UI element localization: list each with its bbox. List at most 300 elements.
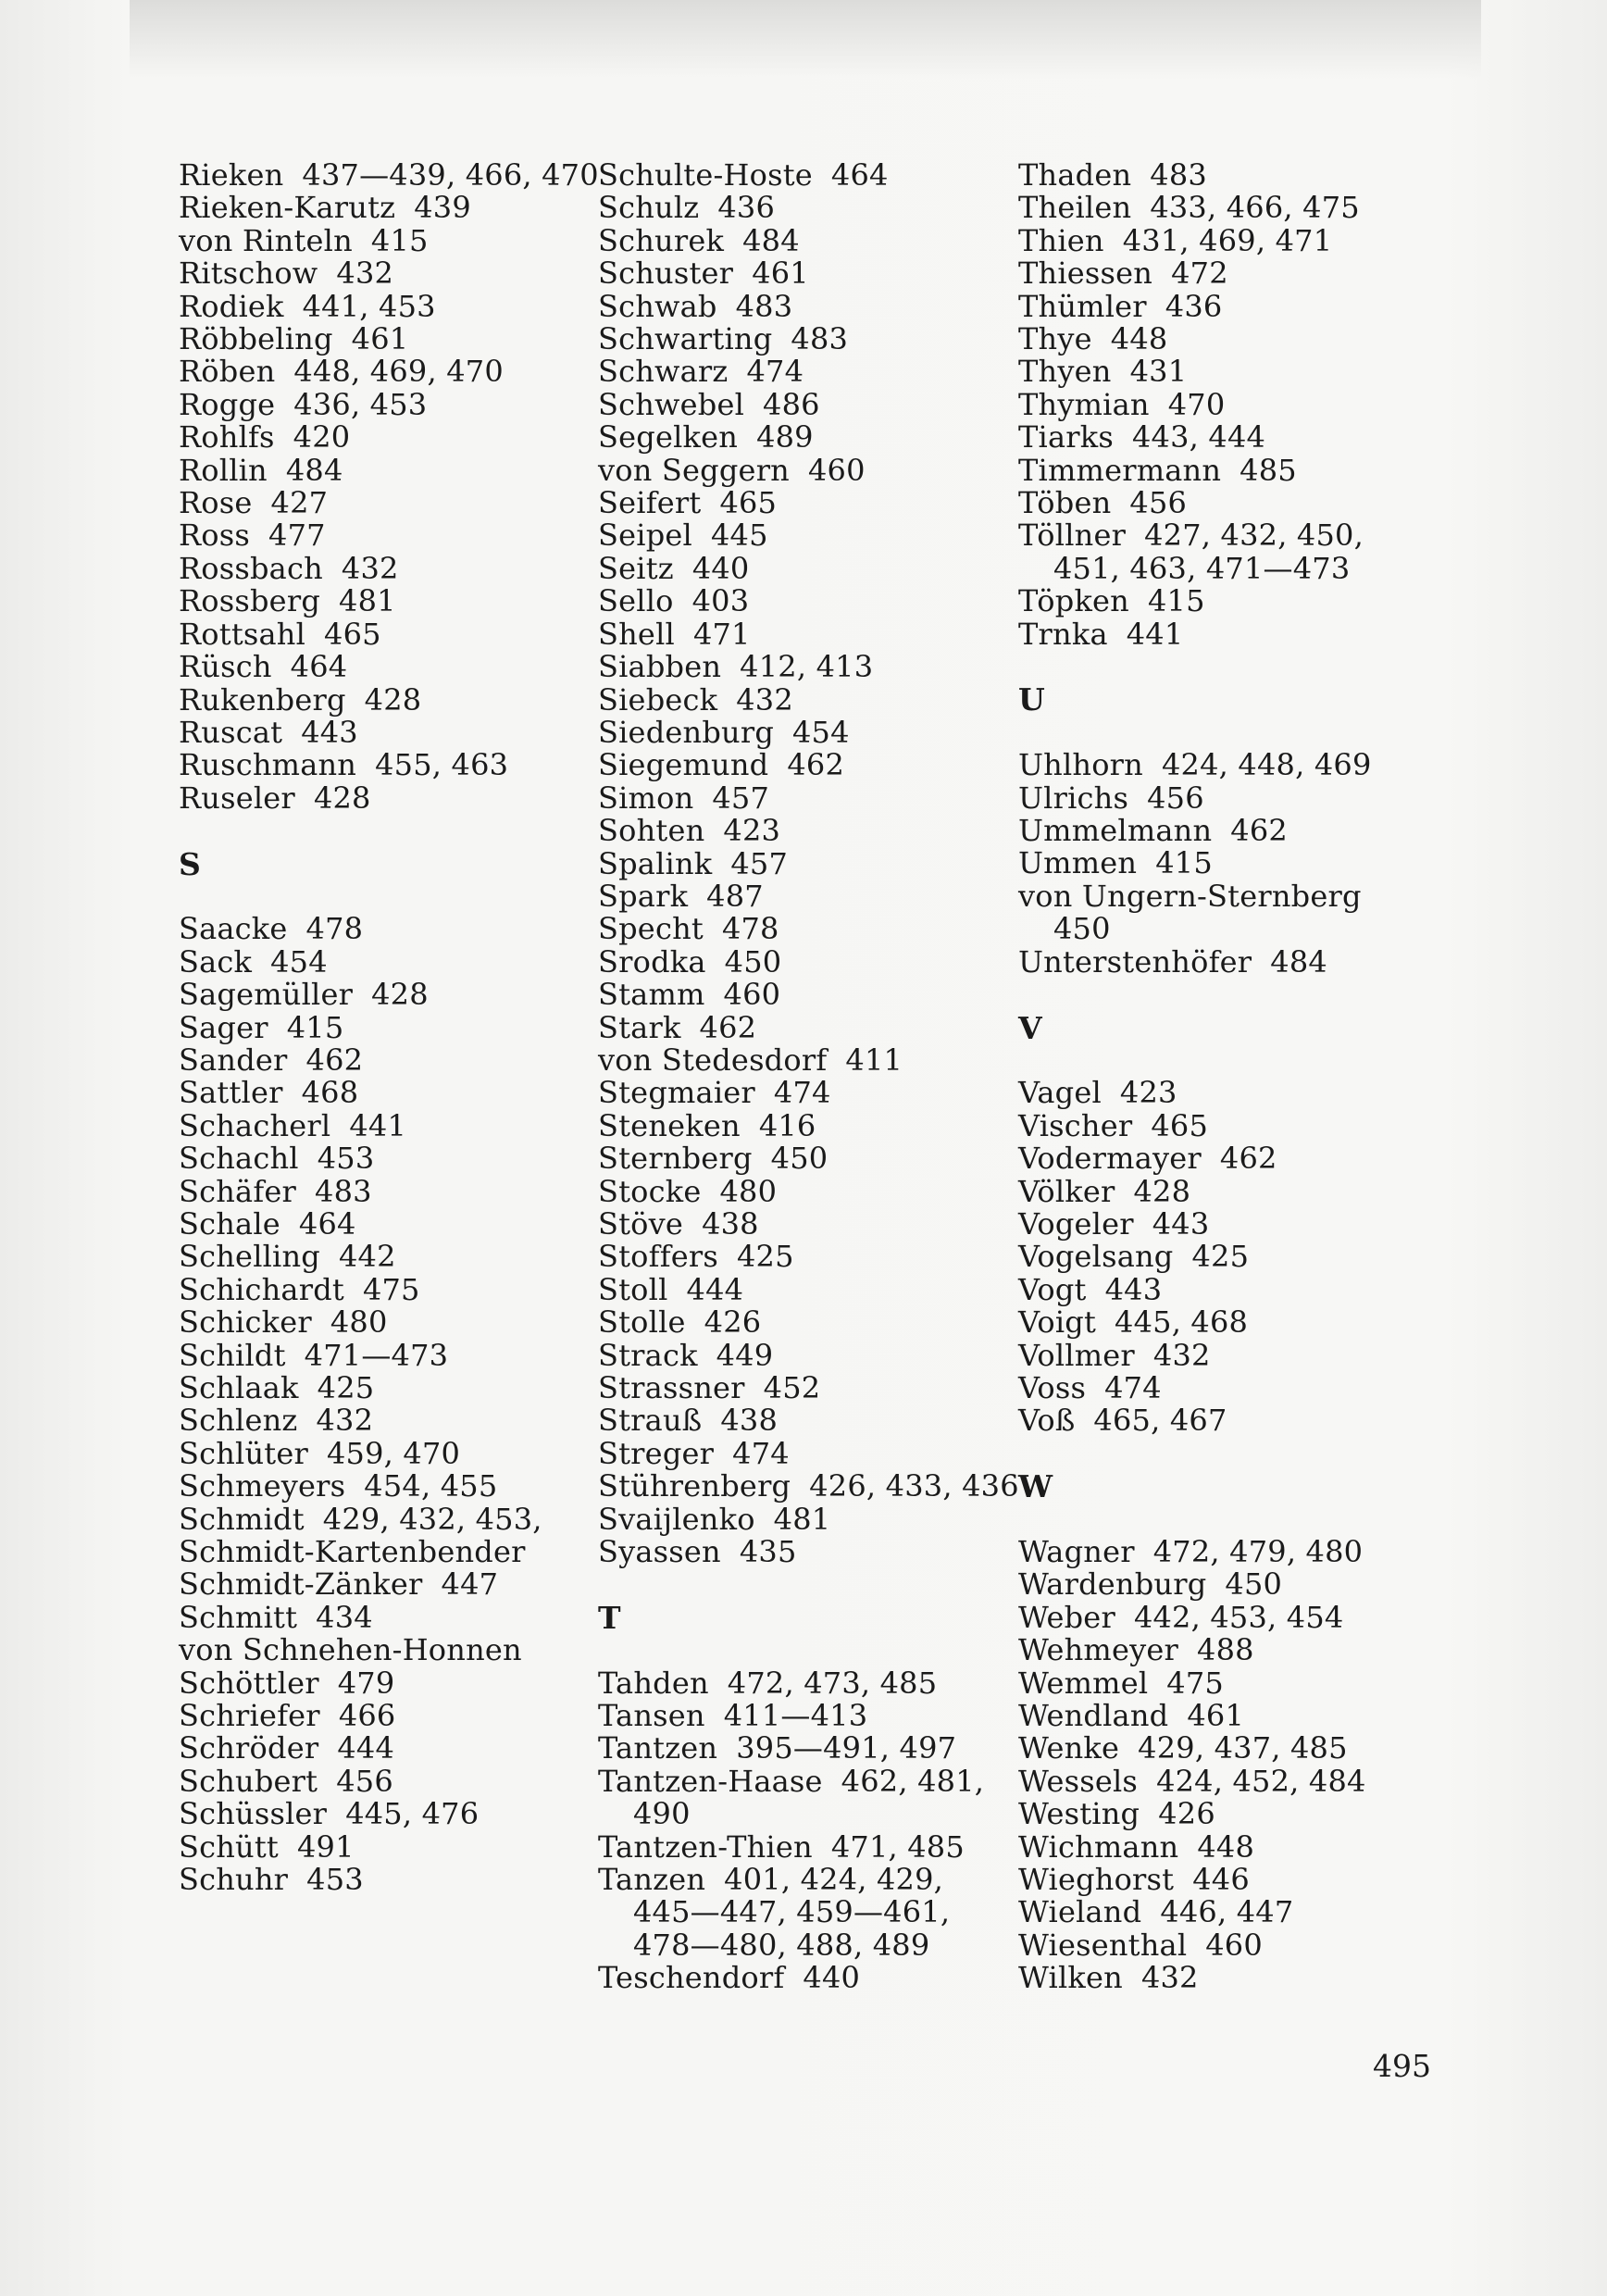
entry-pages: 477: [268, 518, 326, 554]
entry-pages: 435: [739, 1534, 797, 1570]
entry-pages: 445, 476: [345, 1796, 480, 1832]
letter-heading-t: T: [598, 1599, 621, 1636]
index-entry: [179, 550, 586, 586]
entry-name: Schwab: [598, 288, 717, 324]
entry-pages: 454: [270, 943, 328, 980]
index-entry: [1018, 880, 1426, 913]
index-entry: [598, 288, 1005, 324]
entry-pages: 483: [791, 321, 849, 357]
index-entry: [179, 1929, 586, 1962]
entry-name: Schöttler: [179, 1665, 319, 1701]
index-entry: [598, 386, 1005, 422]
entry-name: von Ungern-Sternberg: [1018, 878, 1362, 914]
index-entry: [1018, 585, 1426, 618]
entry-name: Voß: [1018, 1403, 1076, 1439]
entry-pages: 412, 413: [740, 649, 874, 685]
index-entry: [1018, 782, 1426, 815]
entry-pages: 472, 479, 480: [1152, 1533, 1364, 1569]
entry-pages: 462: [1230, 813, 1288, 849]
index-entry: [179, 1435, 586, 1471]
entry-pages: 461: [1187, 1697, 1245, 1733]
page-number: 495: [1373, 2048, 1431, 2084]
entry-name: Specht: [598, 911, 704, 947]
index-entry: [179, 651, 586, 683]
entry-name: Schmeyers: [179, 1468, 346, 1504]
entry-name: Schmidt-Kartenbender: [179, 1534, 526, 1570]
entry-name: Uhlhorn: [1018, 747, 1143, 783]
entry-pages: 450: [770, 1141, 828, 1177]
index-entry: [1018, 1142, 1426, 1175]
entry-name: Teschendorf: [598, 1960, 785, 1996]
entry-name: Wichmann: [1018, 1828, 1179, 1865]
entry-name: Schulz: [598, 190, 700, 226]
entry-pages: 441, 453: [302, 288, 436, 324]
index-entry: [1018, 356, 1426, 388]
index-entry: [598, 1077, 1005, 1109]
entry-name: Vogt: [1018, 1271, 1087, 1307]
entry-pages: 446: [1192, 1861, 1250, 1897]
index-entry: [1018, 2028, 1426, 2060]
entry-pages: 428: [364, 681, 422, 718]
entry-name: Ulrichs: [1018, 780, 1129, 816]
entry-pages: 423: [1119, 1075, 1177, 1111]
entry-name: Wieland: [1018, 1894, 1142, 1930]
entry-name: Siebeck: [598, 681, 718, 718]
index-entry: [598, 1828, 1005, 1865]
index-entry: [598, 452, 1005, 488]
index-entry: [1018, 1205, 1426, 1242]
index-entry: [598, 1732, 1005, 1765]
entry-pages: 432: [736, 681, 793, 718]
entry-name: von Rinteln: [179, 222, 353, 258]
index-entry-continued: [1018, 913, 1426, 945]
index-entry: [1018, 1697, 1426, 1733]
entry-pages: 427, 432, 450,: [1144, 518, 1364, 554]
entry-name: Wendland: [1018, 1697, 1169, 1733]
entry-pages: 466: [338, 1698, 396, 1734]
entry-name: Vogelsang: [1018, 1239, 1174, 1275]
entry-name: Rohlfs: [179, 419, 275, 455]
entry-name: Steneken: [598, 1107, 741, 1143]
entry-pages: 484: [285, 452, 343, 488]
index-entry: [179, 1470, 586, 1503]
entry-name: Sager: [179, 1009, 268, 1045]
entry-name: Schichardt: [179, 1271, 344, 1307]
entry-name: Sattler: [179, 1075, 283, 1111]
index-entry: [179, 714, 586, 750]
index-entry: [179, 487, 586, 519]
index-entry: [598, 913, 1005, 945]
entry-pages: 485: [1240, 452, 1297, 488]
index-entry: [179, 1107, 586, 1143]
index-entry: [179, 257, 586, 290]
index-entry: [1018, 943, 1426, 980]
index-entry: [179, 1306, 586, 1339]
index-entry: [179, 749, 586, 781]
entry-pages: 424, 452, 484: [1156, 1763, 1366, 1799]
index-entry: [179, 1009, 586, 1045]
entry-name: Syassen: [598, 1534, 721, 1570]
entry-pages: 454: [792, 714, 850, 750]
index-entry: [598, 979, 1005, 1011]
entry-pages: 428: [1133, 1173, 1191, 1209]
entry-pages: 483: [735, 288, 793, 324]
entry-name: Ritschow: [179, 256, 318, 292]
index-entry: [1018, 1962, 1426, 1994]
entry-pages: 440: [691, 550, 750, 586]
index-entry: [1018, 1634, 1426, 1666]
entry-name: Stegmaier: [598, 1075, 755, 1111]
entry-name: Töpken: [1018, 583, 1129, 619]
entry-name: Shell: [598, 616, 675, 652]
entry-name: Seitz: [598, 550, 674, 586]
entry-pages: 457: [712, 780, 770, 816]
index-entry: [598, 1864, 1005, 1896]
entry-name: Stocke: [598, 1173, 702, 1209]
index-entry: [598, 323, 1005, 356]
entry-pages: 429, 437, 485: [1138, 1730, 1348, 1766]
index-entry: [598, 192, 1005, 224]
index-entry: [1018, 288, 1426, 324]
entry-pages: 436: [1165, 288, 1223, 324]
index-entry: [179, 943, 586, 980]
index-entry: [179, 618, 586, 651]
index-entry: [179, 782, 586, 815]
index-entry: [179, 157, 599, 193]
index-entry: [1018, 192, 1426, 224]
entry-name: Rossberg: [179, 583, 321, 619]
entry-name: Seipel: [598, 518, 692, 554]
entry-name: Ummen: [1018, 845, 1138, 881]
entry-pages: 443: [301, 714, 358, 750]
entry-name: Wehmeyer: [1018, 1632, 1179, 1668]
index-entry: [598, 1044, 1005, 1077]
entry-name: Schwarting: [598, 321, 773, 357]
entry-pages: 440: [803, 1960, 861, 1996]
entry-pages: 457: [730, 845, 789, 881]
section-gap: [598, 1568, 1005, 1601]
entry-name: Schütt: [179, 1828, 279, 1865]
entry-pages: 436: [717, 190, 776, 226]
entry-name: Schlaak: [179, 1369, 299, 1405]
entry-name: Schriefer: [179, 1698, 320, 1734]
section-gap: [179, 880, 586, 913]
entry-pages: 478: [721, 911, 779, 947]
index-entry: [1018, 1995, 1426, 2028]
entry-name: Tiarks: [1018, 419, 1114, 455]
entry-pages: 487: [706, 878, 764, 914]
entry-name: Rossbach: [179, 550, 323, 586]
entry-name: Schwebel: [598, 386, 745, 422]
entry-pages: 436, 453: [293, 386, 428, 422]
entry-pages: 426: [1158, 1796, 1215, 1832]
entry-name: Weber: [1018, 1599, 1115, 1635]
entry-name: Röben: [179, 354, 276, 390]
index-entry: [1018, 159, 1426, 192]
entry-name: Schulte-Hoste: [598, 157, 813, 193]
index-entry: [179, 1536, 586, 1568]
entry-name: Schurek: [598, 222, 725, 258]
entry-name: Thymian: [1018, 386, 1150, 422]
index-entry: [1018, 1599, 1426, 1635]
index-entry-continued: [598, 1929, 1005, 1962]
index-column-1: [179, 157, 599, 2028]
entry-pages: 468: [301, 1075, 359, 1111]
entry-name: Theilen: [1018, 190, 1132, 226]
index-entry-continued: [598, 1798, 1005, 1830]
index-entry: [598, 749, 1005, 781]
entry-name: Wessels: [1018, 1763, 1139, 1799]
index-entry: [179, 1896, 586, 1928]
index-entry: [598, 1173, 1005, 1209]
entry-name: Rogge: [179, 386, 276, 422]
entry-pages: 472, 473, 485: [727, 1665, 938, 1701]
index-entry: [179, 192, 586, 224]
index-entry: [179, 1995, 586, 2028]
entry-name: Thye: [1018, 321, 1092, 357]
index-entry: [179, 356, 586, 388]
letter-heading-w: W: [1018, 1468, 1053, 1505]
index-entry: [598, 1404, 1005, 1437]
entry-pages: 423: [723, 813, 781, 849]
entry-name: Rukenberg: [179, 681, 346, 718]
section-gap: [179, 815, 586, 847]
entry-pages: 461: [351, 321, 409, 357]
entry-name: Svaijlenko: [598, 1501, 755, 1537]
entry-pages: 483: [315, 1173, 372, 1209]
index-entry: [598, 1468, 1019, 1504]
entry-name: Stührenberg: [598, 1468, 791, 1504]
index-entry: [1018, 323, 1426, 356]
entry-name: Tahden: [598, 1665, 709, 1701]
entry-name: Vogeler: [1018, 1205, 1134, 1242]
entry-pages: 475: [362, 1271, 420, 1307]
entry-pages: 432: [316, 1403, 374, 1439]
entry-pages: 450: [1225, 1566, 1283, 1603]
index-entry: [1018, 386, 1426, 422]
index-entry-continued: [1018, 550, 1426, 586]
entry-name: Schwarz: [598, 354, 729, 390]
entry-pages: 411—413: [723, 1698, 868, 1734]
entry-name: Sagemüller: [179, 977, 354, 1013]
entry-pages: 489: [756, 419, 814, 455]
entry-pages: 481: [339, 583, 396, 619]
index-entry: [1018, 1568, 1426, 1601]
entry-pages: 395—491, 497: [736, 1730, 957, 1766]
index-entry: [598, 1208, 1005, 1241]
entry-pages: 454, 455: [364, 1468, 498, 1504]
entry-name: Schmidt: [179, 1501, 305, 1537]
index-entry: [179, 1962, 586, 1994]
index-entry: [1018, 222, 1426, 258]
index-entry: [598, 681, 1005, 718]
entry-pages: 462: [699, 1009, 757, 1045]
index-entry: [598, 880, 1005, 913]
entry-name: Sohten: [598, 813, 705, 849]
entry-pages: 415: [286, 1009, 344, 1045]
index-entry: [598, 1107, 1005, 1143]
entry-pages: 420: [293, 419, 351, 455]
entry-name: Schlüter: [179, 1435, 308, 1471]
entry-name: Timmermann: [1018, 452, 1222, 488]
entry-name: Tantzen-Haase: [598, 1763, 823, 1799]
entry-name: Wardenburg: [1018, 1566, 1207, 1603]
entry-pages: 416: [758, 1107, 816, 1143]
entry-name: Töben: [1018, 485, 1112, 521]
index-entry: [179, 1798, 586, 1830]
index-entry: [1018, 1667, 1426, 1700]
entry-pages: 446, 447: [1160, 1894, 1294, 1930]
entry-pages: 445, 468: [1115, 1304, 1249, 1341]
entry-name: Töllner: [1018, 518, 1127, 554]
index-entry: [598, 421, 1005, 454]
entry-name: Schäfer: [179, 1173, 297, 1209]
index-entry: [179, 519, 586, 552]
entry-pages: 448: [1197, 1828, 1255, 1865]
entry-name: Schüssler: [179, 1796, 328, 1832]
section-gap: [1018, 1438, 1426, 1470]
index-entry: [598, 1241, 1005, 1273]
index-entry: [179, 1205, 586, 1242]
index-entry: [1018, 1929, 1426, 1962]
entry-pages: 425: [317, 1369, 375, 1405]
index-entry: [179, 585, 586, 618]
entry-pages: 426: [704, 1304, 762, 1341]
index-entry: [1018, 487, 1426, 519]
index-entry: [598, 618, 1005, 651]
entry-pages: 447: [441, 1566, 499, 1603]
entry-pages: 481: [773, 1501, 831, 1537]
entry-pages: 401, 424, 429,: [724, 1862, 944, 1898]
index-entry: [598, 1306, 1005, 1339]
entry-pages: 460: [808, 452, 866, 488]
index-entry: [1018, 452, 1426, 488]
index-entry: [598, 1667, 1005, 1700]
index-entry: [1018, 618, 1426, 651]
entry-pages: 471, 485: [830, 1828, 965, 1865]
index-entry: [179, 1700, 586, 1732]
index-entry: [598, 1142, 1005, 1175]
entry-name: Ruscat: [179, 714, 283, 750]
section-gap: [1018, 651, 1426, 683]
index-column-3: [1018, 159, 1426, 2060]
entry-pages: 478: [305, 911, 364, 947]
entry-name: Rieken-Karutz: [179, 190, 396, 226]
entry-name: Thyen: [1018, 354, 1112, 390]
entry-pages: 465, 467: [1093, 1403, 1227, 1439]
index-entry: [1018, 1533, 1426, 1569]
entry-name: Schale: [179, 1205, 280, 1242]
entry-pages: 462, 481,: [841, 1763, 985, 1799]
entry-name: Schacherl: [179, 1107, 331, 1143]
entry-pages: 474: [746, 354, 804, 390]
entry-pages: 462: [1219, 1141, 1277, 1177]
index-entry: [1018, 1077, 1426, 1109]
index-entry: [1018, 1861, 1426, 1897]
index-entry: [598, 651, 1005, 683]
entry-name: Stoffers: [598, 1239, 718, 1275]
entry-name: Rodiek: [179, 288, 284, 324]
entry-name: Schachl: [179, 1141, 299, 1177]
index-entry: [598, 222, 1005, 258]
entry-name: Schmidt-Zänker: [179, 1566, 423, 1603]
index-entry: [179, 1044, 586, 1077]
index-entry: [598, 943, 1005, 980]
entry-name: Wiesenthal: [1018, 1927, 1188, 1963]
entry-pages: 474: [732, 1435, 790, 1471]
entry-pages: 425: [737, 1239, 794, 1275]
entry-pages: 415: [1148, 583, 1205, 619]
index-entry: [1018, 749, 1426, 781]
entry-name: Tantzen: [598, 1730, 718, 1766]
entry-pages: 438: [720, 1403, 779, 1439]
index-entry: [1018, 1828, 1426, 1865]
entry-name: Siedenburg: [598, 714, 774, 750]
entry-pages: 431, 469, 471: [1122, 222, 1333, 258]
entry-pages: 474: [1104, 1369, 1162, 1405]
index-entry: [598, 1536, 1005, 1568]
index-entry: [179, 1864, 586, 1896]
entry-pages: 444: [686, 1271, 744, 1307]
entry-name: Srodka: [598, 943, 706, 980]
entry-pages: 465: [1151, 1107, 1209, 1143]
entry-name: Röbbeling: [179, 321, 333, 357]
entry-pages: 448, 469, 470: [293, 354, 504, 390]
entry-name: Strack: [598, 1337, 698, 1373]
index-entry: [179, 1732, 586, 1765]
index-entry: [179, 1667, 586, 1700]
index-entry: [1018, 1896, 1426, 1928]
entry-name: Ummelmann: [1018, 813, 1213, 849]
entry-pages: 460: [1205, 1927, 1263, 1963]
entry-pages: 491: [296, 1828, 355, 1865]
entry-pages: 465: [719, 485, 778, 521]
entry-name: Sack: [179, 943, 253, 980]
entry-name: Ross: [179, 518, 251, 554]
entry-pages: 464: [298, 1205, 356, 1242]
entry-name: Seifert: [598, 485, 702, 521]
entry-name: Vollmer: [1018, 1337, 1135, 1373]
entry-name: Wagner: [1018, 1533, 1135, 1569]
entry-pages: 483: [1150, 157, 1207, 193]
entry-name: Stamm: [598, 977, 705, 1013]
entry-pages: 450: [724, 943, 782, 980]
entry-name: Sternberg: [598, 1141, 753, 1177]
entry-pages: 490: [633, 1796, 691, 1832]
entry-pages: 442: [339, 1239, 396, 1275]
index-entry: [598, 1763, 1005, 1799]
entry-pages: 465: [324, 616, 381, 652]
entry-pages: 488: [1197, 1632, 1254, 1668]
entry-pages: 451, 463, 471—473: [1053, 550, 1351, 586]
entry-pages: 424, 448, 469: [1162, 747, 1372, 783]
entry-pages: 464: [290, 649, 348, 685]
index-entry: [179, 288, 586, 324]
entry-pages: 452: [763, 1370, 821, 1406]
entry-name: Sander: [179, 1042, 288, 1078]
index-entry: [1018, 1732, 1426, 1765]
entry-pages: 415: [1155, 845, 1213, 881]
index-entry: [1018, 1241, 1426, 1273]
entry-pages: 427: [270, 485, 329, 521]
index-entry: [1018, 1404, 1426, 1437]
entry-name: Vagel: [1018, 1075, 1102, 1111]
index-entry: [1018, 1798, 1426, 1830]
index-entry: [179, 452, 586, 488]
entry-name: Schubert: [179, 1763, 318, 1799]
entry-name: Siabben: [598, 649, 722, 685]
entry-pages: 460: [723, 977, 781, 1013]
